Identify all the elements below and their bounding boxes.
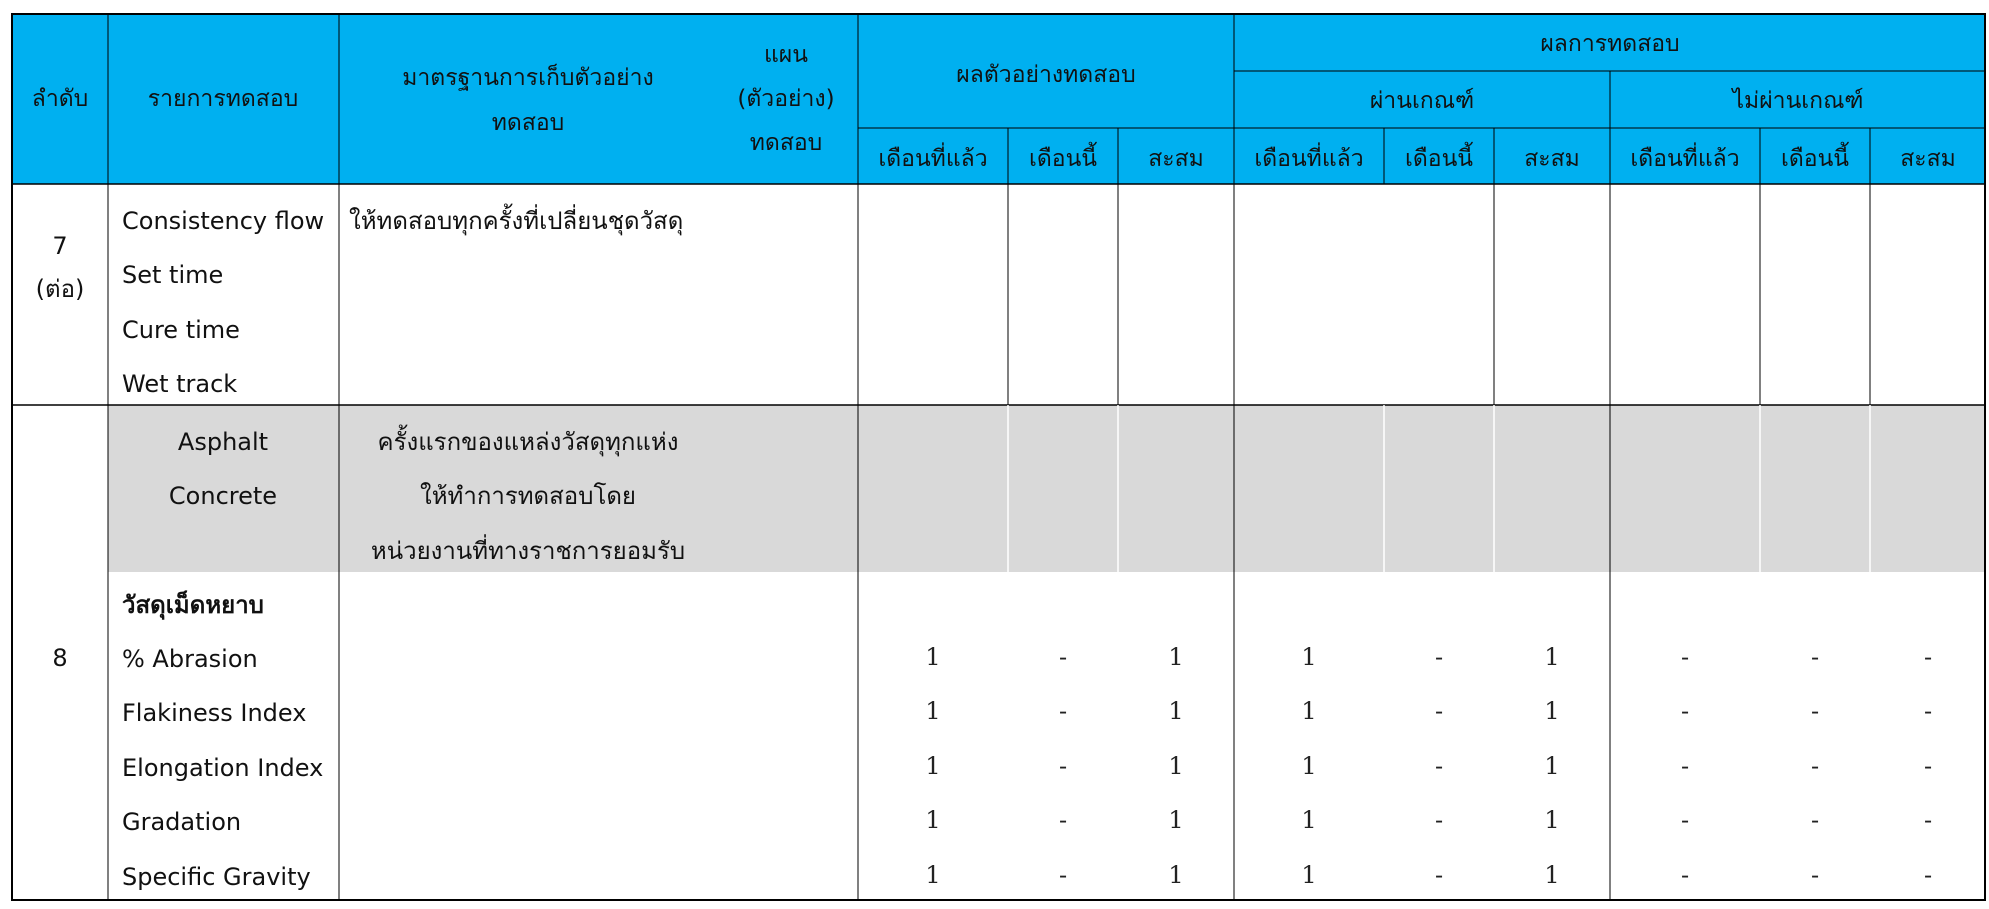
cell-value: - [1923,806,1933,834]
cell-value: - [1810,752,1820,780]
cell-value: - [1923,752,1933,780]
cell-value: 1 [925,643,941,671]
cell-value: 1 [1301,643,1317,671]
cell-value: - [1680,697,1690,725]
cell-value: - [1680,806,1690,834]
cell-value: - [1434,697,1444,725]
cell-value: 1 [1544,697,1560,725]
cell-value: - [1434,643,1444,671]
header-sample-results: ผลตัวอย่างทดสอบ [956,62,1136,88]
header-sub-this-month: เดือนนี้ [1780,146,1850,172]
section7-item: Wet track [122,370,238,398]
row-label: Flakiness Index [122,699,307,727]
section8-seq: 8 [52,644,68,672]
cell-value: - [1810,861,1820,889]
cell-value: - [1923,861,1933,889]
section8-standard-line3: หน่วยงานที่ทางราชการยอมรับ [370,537,686,565]
cell-value: 1 [1544,643,1560,671]
cell-value: 1 [1544,752,1560,780]
row-label: Specific Gravity [122,863,311,891]
cell-value: - [1810,697,1820,725]
cell-value: - [1680,752,1690,780]
header-sub-cumulative: สะสม [1900,146,1956,172]
header-sub-last-month: เดือนที่แล้ว [1630,146,1740,172]
header-sub-cumulative: สะสม [1148,146,1204,172]
cell-value: - [1680,643,1690,671]
header-plan-line3: ทดสอบ [749,130,823,156]
header-plan-line2: (ตัวอย่าง) [737,86,835,112]
section-7 [36,203,684,398]
cell-value: - [1434,861,1444,889]
row-label: % Abrasion [122,645,258,673]
cell-value: 1 [925,806,941,834]
header-fail: ไม่ผ่านเกณฑ์ [1732,88,1864,114]
section7-standard: ให้ทดสอบทุกครั้งที่เปลี่ยนชุดวัสดุ [349,207,684,235]
header-plan-line1: แผน [763,42,809,68]
header-standard-line1: มาตรฐานการเก็บตัวอย่าง [402,65,654,91]
header-sub-this-month: เดือนนี้ [1404,146,1474,172]
section8-data-rows [122,643,1932,891]
cell-value: - [1680,861,1690,889]
section7-seq-cont: (ต่อ) [35,275,85,303]
row-label: Elongation Index [122,754,324,782]
header-pass: ผ่านเกณฑ์ [1369,88,1475,114]
cell-value: 1 [1301,806,1317,834]
cell-value: - [1058,643,1068,671]
cell-value: 1 [1301,861,1317,889]
cell-value: - [1434,806,1444,834]
cell-value: 1 [1168,752,1184,780]
cell-value: 1 [925,861,941,889]
cell-value: 1 [1168,697,1184,725]
cell-value: - [1810,806,1820,834]
header-sub-cumulative: สะสม [1524,146,1580,172]
section7-item: Consistency flow [122,207,325,235]
cell-value: 1 [1544,806,1560,834]
section8-standard-line1: ครั้งแรกของแหล่งวัสดุทุกแห่ง [377,428,679,456]
row-label: Gradation [122,808,242,836]
cell-value: 1 [1301,752,1317,780]
cell-value: - [1058,752,1068,780]
cell-value: 1 [1544,861,1560,889]
cell-value: 1 [1168,643,1184,671]
cell-value: 1 [925,697,941,725]
cell-value: - [1923,643,1933,671]
cell-value: - [1810,643,1820,671]
cell-value: 1 [1301,697,1317,725]
cell-value: - [1434,752,1444,780]
section7-item: Set time [122,261,224,289]
cell-value: 1 [925,752,941,780]
section8-group-label: วัสดุเม็ดหยาบ [122,591,264,619]
header-sub-last-month: เดือนที่แล้ว [1254,146,1364,172]
header-sub-this-month: เดือนนี้ [1028,146,1098,172]
cell-value: - [1058,806,1068,834]
section8-title-line2: Concrete [168,482,278,510]
header-standard-line2: ทดสอบ [491,110,565,136]
header-sub-last-month: เดือนที่แล้ว [878,146,988,172]
cell-value: - [1058,861,1068,889]
cell-value: 1 [1168,861,1184,889]
cell-value: 1 [1168,806,1184,834]
cell-value: - [1923,697,1933,725]
section7-item: Cure time [122,316,240,344]
section8-title-line1: Asphalt [177,428,269,456]
section7-seq: 7 [52,232,68,260]
header-test-results: ผลการทดสอบ [1540,31,1680,57]
header-test-item: รายการทดสอบ [147,86,299,112]
cell-value: - [1058,697,1068,725]
header-seq: ลำดับ [31,86,89,112]
section8-standard-line2: ให้ทำการทดสอบโดย [420,482,636,510]
